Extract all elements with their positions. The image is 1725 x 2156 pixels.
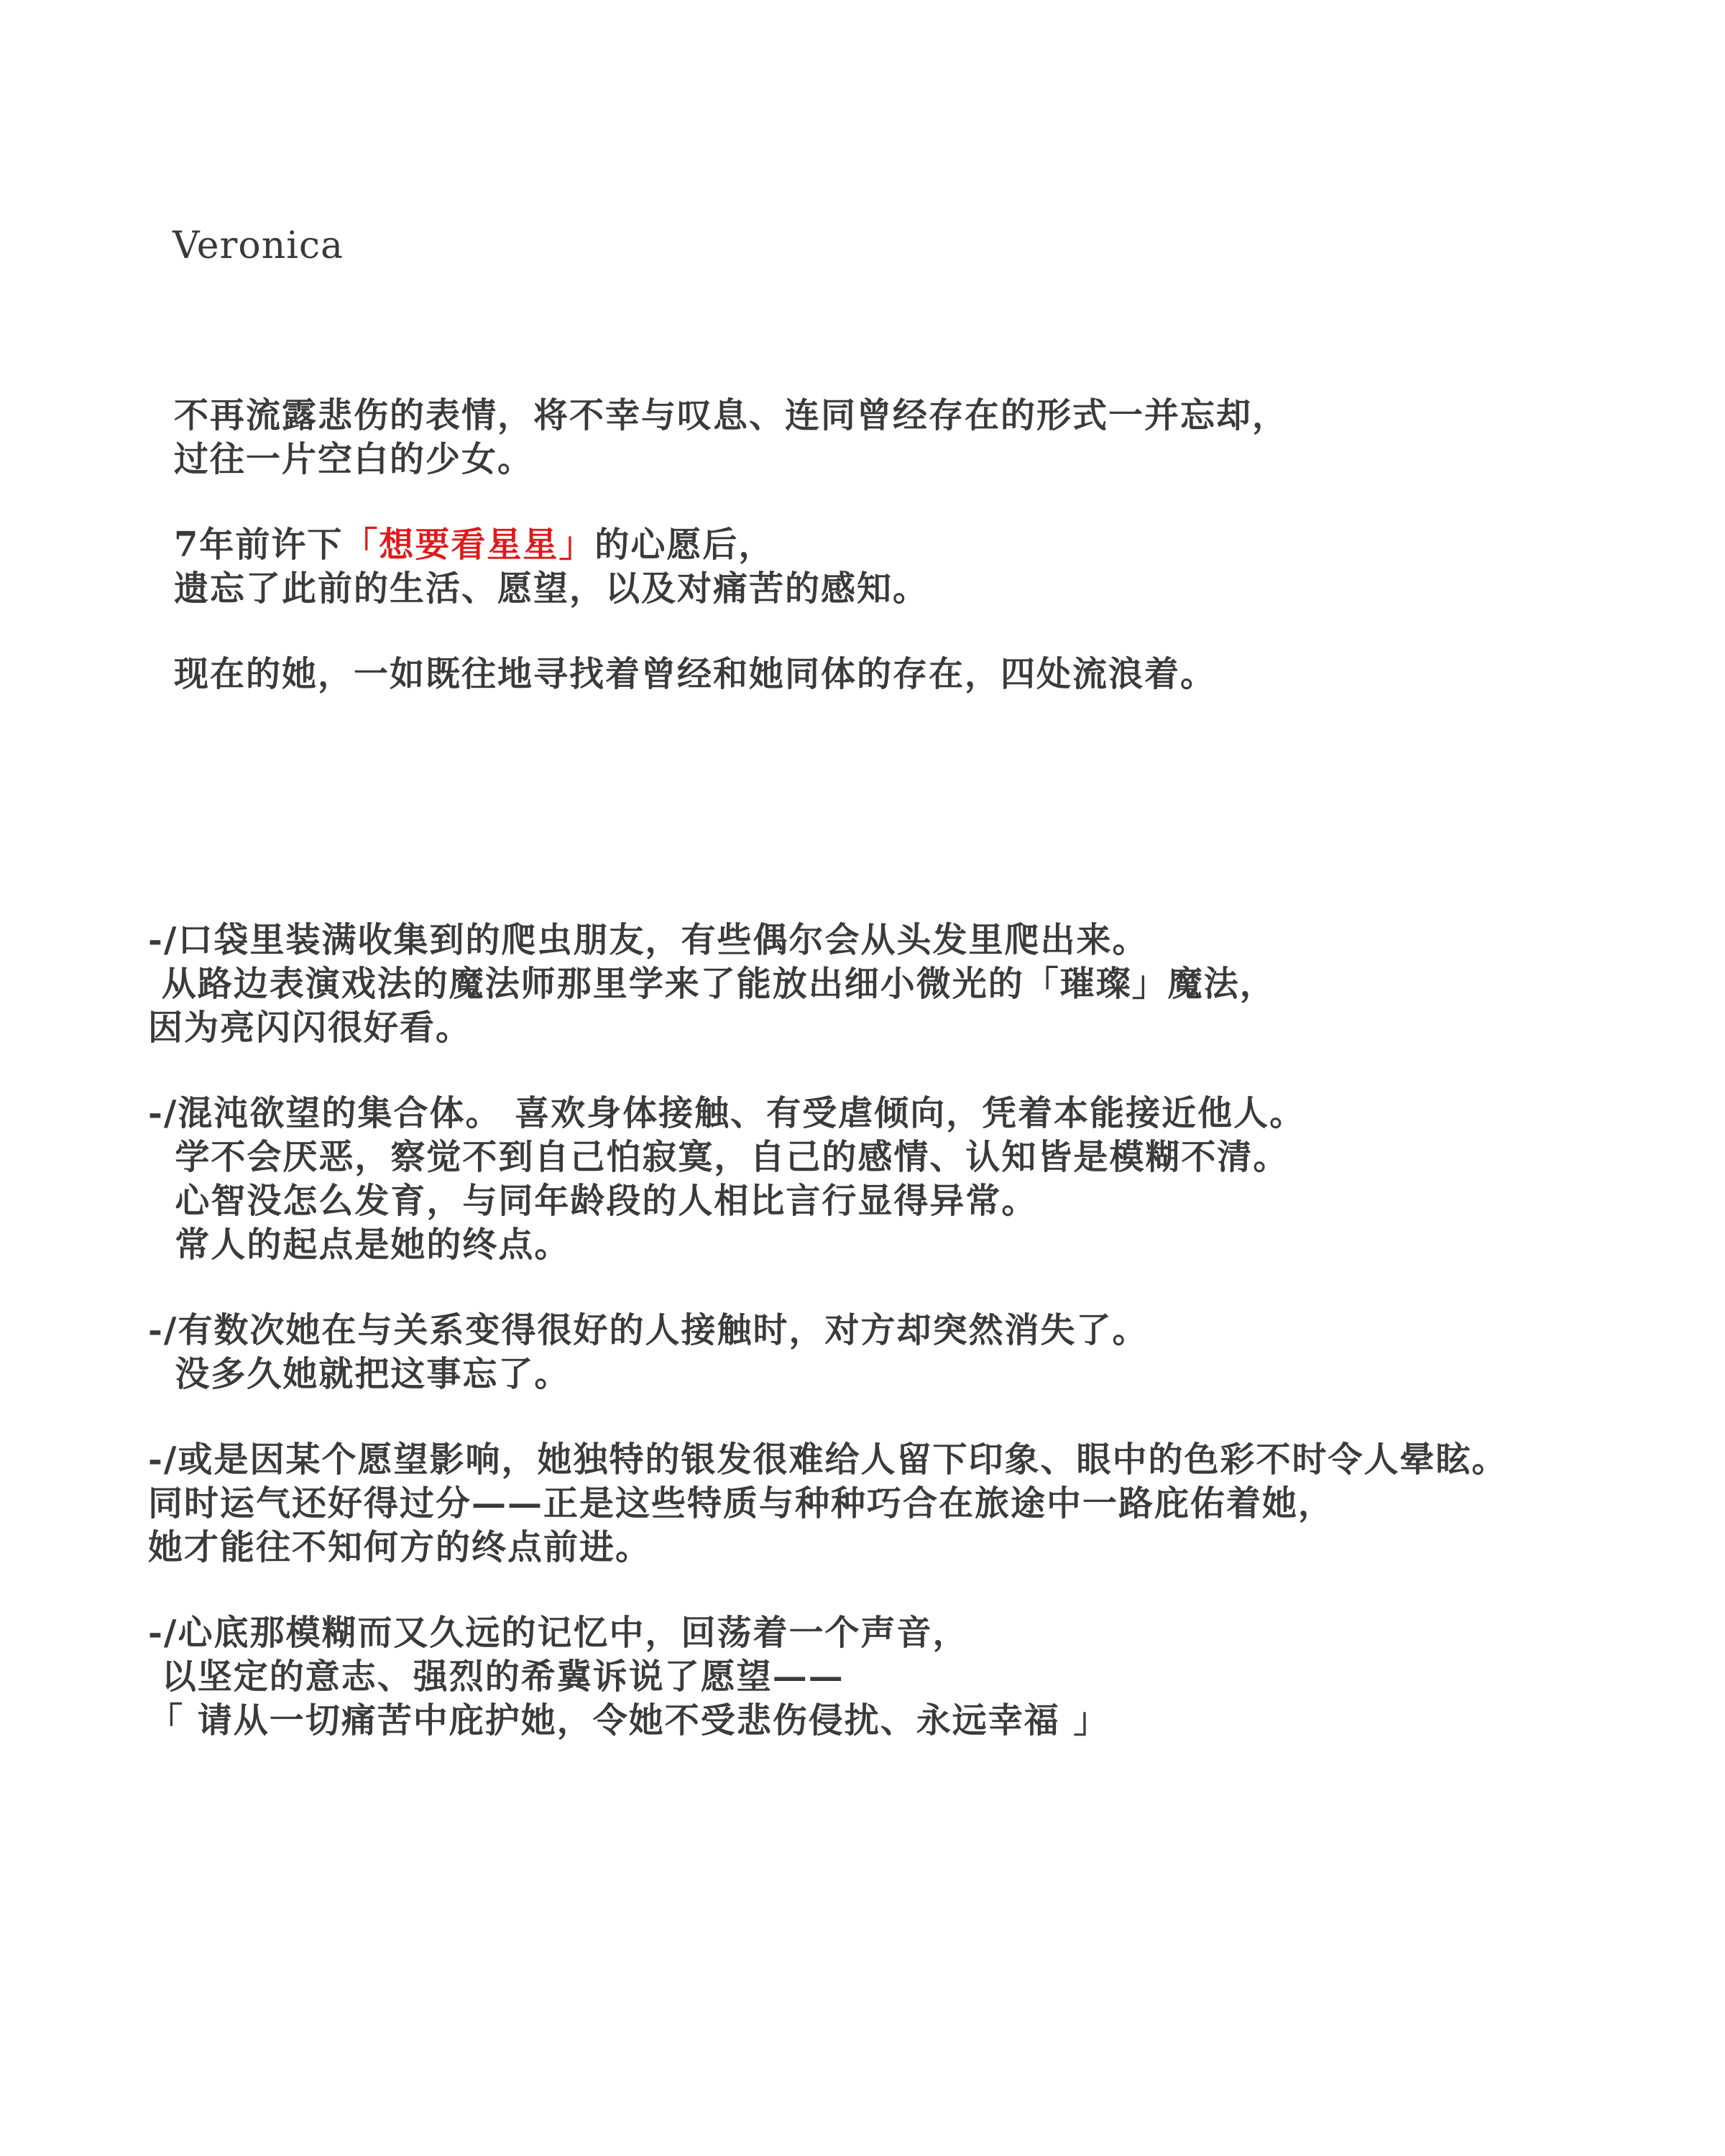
intro-line: 遗忘了此前的生活、愿望，以及对痛苦的感知。 [174, 568, 929, 609]
note-line: 因为亮闪闪很好看。 [148, 1008, 472, 1048]
intro-section [174, 394, 1611, 738]
note-line: -/或是因某个愿望影响，她独特的银发很难给人留下印象、眼中的色彩不时令人晕眩。 [148, 1439, 1508, 1480]
intro-line-with-highlight [174, 523, 1611, 567]
note-paragraph [148, 1309, 1708, 1396]
note-paragraph [148, 918, 1708, 1050]
notes-section [148, 918, 1708, 1784]
intro-line: 过往一片空白的少女。 [174, 439, 534, 479]
note-line: -/有数次她在与关系变得很好的人接触时，对方却突然消失了。 [148, 1310, 1149, 1350]
note-line: 从路边表演戏法的魔法师那里学来了能放出细小微光的「璀璨」魔法， [148, 964, 1276, 1004]
note-line: 学不会厌恶，察觉不到自己怕寂寞，自己的感情、认知皆是模糊不清。 [148, 1137, 1289, 1177]
note-line: 心智没怎么发育，与同年龄段的人相比言行显得异常。 [148, 1181, 1038, 1221]
intro-line: 不再流露悲伤的表情，将不幸与叹息、连同曾经存在的形式一并忘却， [174, 395, 1289, 436]
note-line: 以坚定的意志、强烈的希冀诉说了愿望—— [148, 1657, 845, 1697]
note-line: 同时运气还好得过分——正是这些特质与种种巧合在旅途中一路庇佑着她， [148, 1483, 1335, 1524]
note-line: 「 请从一切痛苦中庇护她，令她不受悲伤侵扰、永远幸福 」 [148, 1700, 1110, 1741]
intro-paragraph-3 [174, 653, 1611, 696]
note-line: 常人的起点是她的终点。 [148, 1225, 571, 1265]
character-name-title: Veronica [172, 224, 344, 267]
note-paragraph [148, 1438, 1708, 1570]
note-line: 她才能往不知何方的终点前进。 [148, 1527, 652, 1567]
note-paragraph [148, 1092, 1708, 1267]
note-line: -/混沌欲望的集合体。 喜欢身体接触、有受虐倾向，凭着本能接近他人。 [148, 1093, 1306, 1133]
intro-paragraph-2 [174, 523, 1611, 611]
note-line: -/口袋里装满收集到的爬虫朋友，有些偶尔会从头发里爬出来。 [148, 920, 1149, 960]
note-line: -/心底那模糊而又久远的记忆中，回荡着一个声音， [148, 1613, 969, 1653]
intro-text: 的心愿后， [594, 525, 775, 565]
wish-highlight: 「想要看星星」 [343, 525, 595, 565]
note-line: 没多久她就把这事忘了。 [148, 1354, 571, 1394]
note-paragraph [148, 1611, 1708, 1743]
intro-line: 现在的她，一如既往地寻找着曾经和她同体的存在，四处流浪着。 [174, 654, 1217, 694]
intro-paragraph-1 [174, 394, 1611, 482]
intro-text: 7年前许下 [174, 525, 344, 565]
